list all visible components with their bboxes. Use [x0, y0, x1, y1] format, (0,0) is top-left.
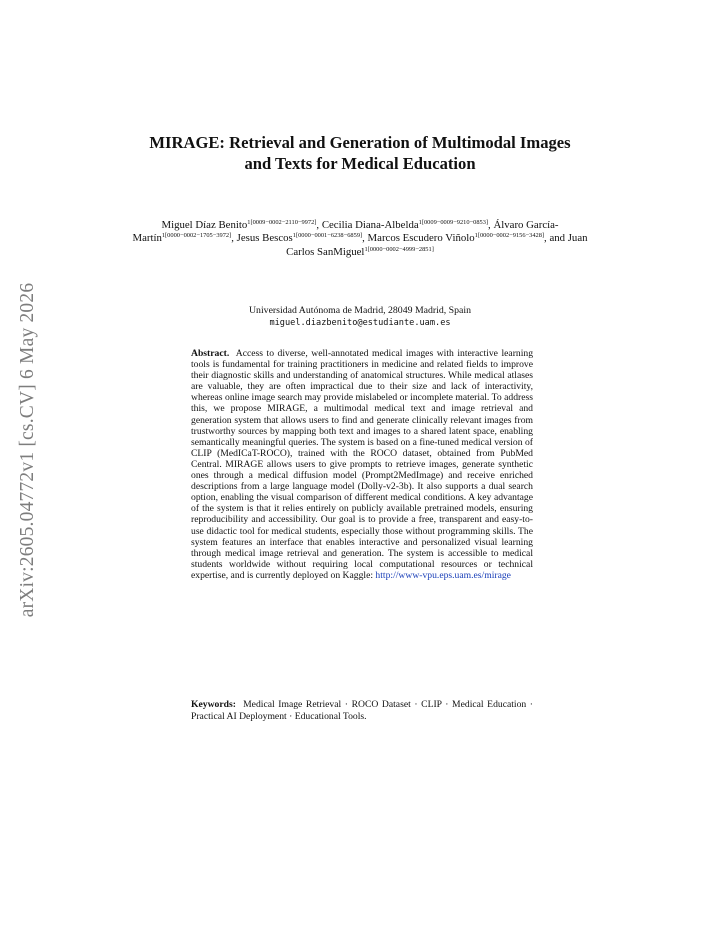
keywords-body: Medical Image Retrieval · ROCO Dataset · CLIP · Medical Education · Practical AI Deployment · Educational Tools. [191, 699, 534, 722]
author-list [120, 219, 600, 259]
author-orcid: 1[0000−0002−4999−2851] [364, 245, 434, 253]
author-name: Marcos Escudero Viñolo [367, 232, 475, 245]
author-name: Juan Carlos SanMiguel [286, 232, 588, 258]
author-orcid: 1[0009−0009−9210−0853] [418, 219, 489, 226]
keywords-label: Keywords: [191, 699, 236, 710]
paper-title: MIRAGE: Retrieval and Generation of Multimodal Images and Texts for Medical Education [149, 133, 571, 173]
author-name: Miguel Díaz Benito [161, 219, 248, 231]
abstract-body: Access to diverse, well-annotated medical images with interactive learning tools is fundamental for training practitioners in medicine and related fields to improve their diagnostic skills and understanding of anatomical structures. While medical atlases are valuable, they are often impractical due to their size and lack of interactivity, whereas online image search may provide mislabeled or incomplete material. To address this, we propose MIRAGE, a multimodal medical text and image retrieval and generation system that allows users to find and generate clinically relevant images from trustworthy sources by mapping both text and images to a shared latent space, enabling semantically meaningful queries. The system is based on a fine-tuned medical version of CLIP (MedICaT-ROCO), trained with the ROCO dataset, obtained from PubMed Central. MIRAGE allows users to give prompts to retrieve images, generate synthetic ones through a medical diffusion model (Prompt2MedImage) and receive enriched descriptions from a large language model (Dolly-v2-3b). It also supports a dual search option, enabling the visual comparison of different medical conditions. A key advantage of the system is that it relies entirely on publicly available pretrained models, ensuring reproducibility and accessibility. Our goal is to provide a free, transparent and easy-to-use didactic tool for medical students, especially those without programming skills. The system features an interface that enables interactive and personalized visual learning through medical image retrieval and generation. The system is accessible to medical students worldwide without requiring local computational resources or technical expertise, and is currently deployed on Kaggle: [191, 348, 534, 581]
author-name: Álvaro García-Martín [132, 219, 559, 245]
author-separator: , [316, 219, 322, 231]
contact-email[interactable]: miguel.diazbenito@estudiante.uam.es [269, 318, 451, 328]
author-separator: , [488, 219, 494, 231]
author-orcid: 1[0000−0002−1705−3972] [161, 232, 232, 240]
author-name: Jesus Bescos [236, 232, 293, 245]
arxiv-identifier-stamp: arXiv:2605.04772v1 [cs.CV] 6 May 2026 [17, 282, 38, 618]
author-orcid: 1[0000−0002−9156−3428] [474, 232, 545, 240]
author-orcid: 1[0000−0001−6238−6859] [292, 232, 363, 240]
abstract-section [191, 348, 533, 581]
author-name: Cecilia Diana-Albelda [321, 219, 419, 231]
abstract-label: Abstract. [191, 348, 230, 359]
affiliation-block [150, 304, 570, 330]
author-separator: , [231, 232, 237, 245]
author-separator: , and [544, 232, 568, 245]
affiliation: Universidad Autónoma de Madrid, 28049 Madrid, Spain [248, 305, 472, 316]
author-separator: , [362, 232, 368, 245]
keywords-section [191, 699, 533, 722]
author-orcid: 1[0009−0002−2110−9972] [247, 219, 317, 226]
project-link[interactable]: http://www-vpu.eps.uam.es/mirage [375, 569, 511, 581]
